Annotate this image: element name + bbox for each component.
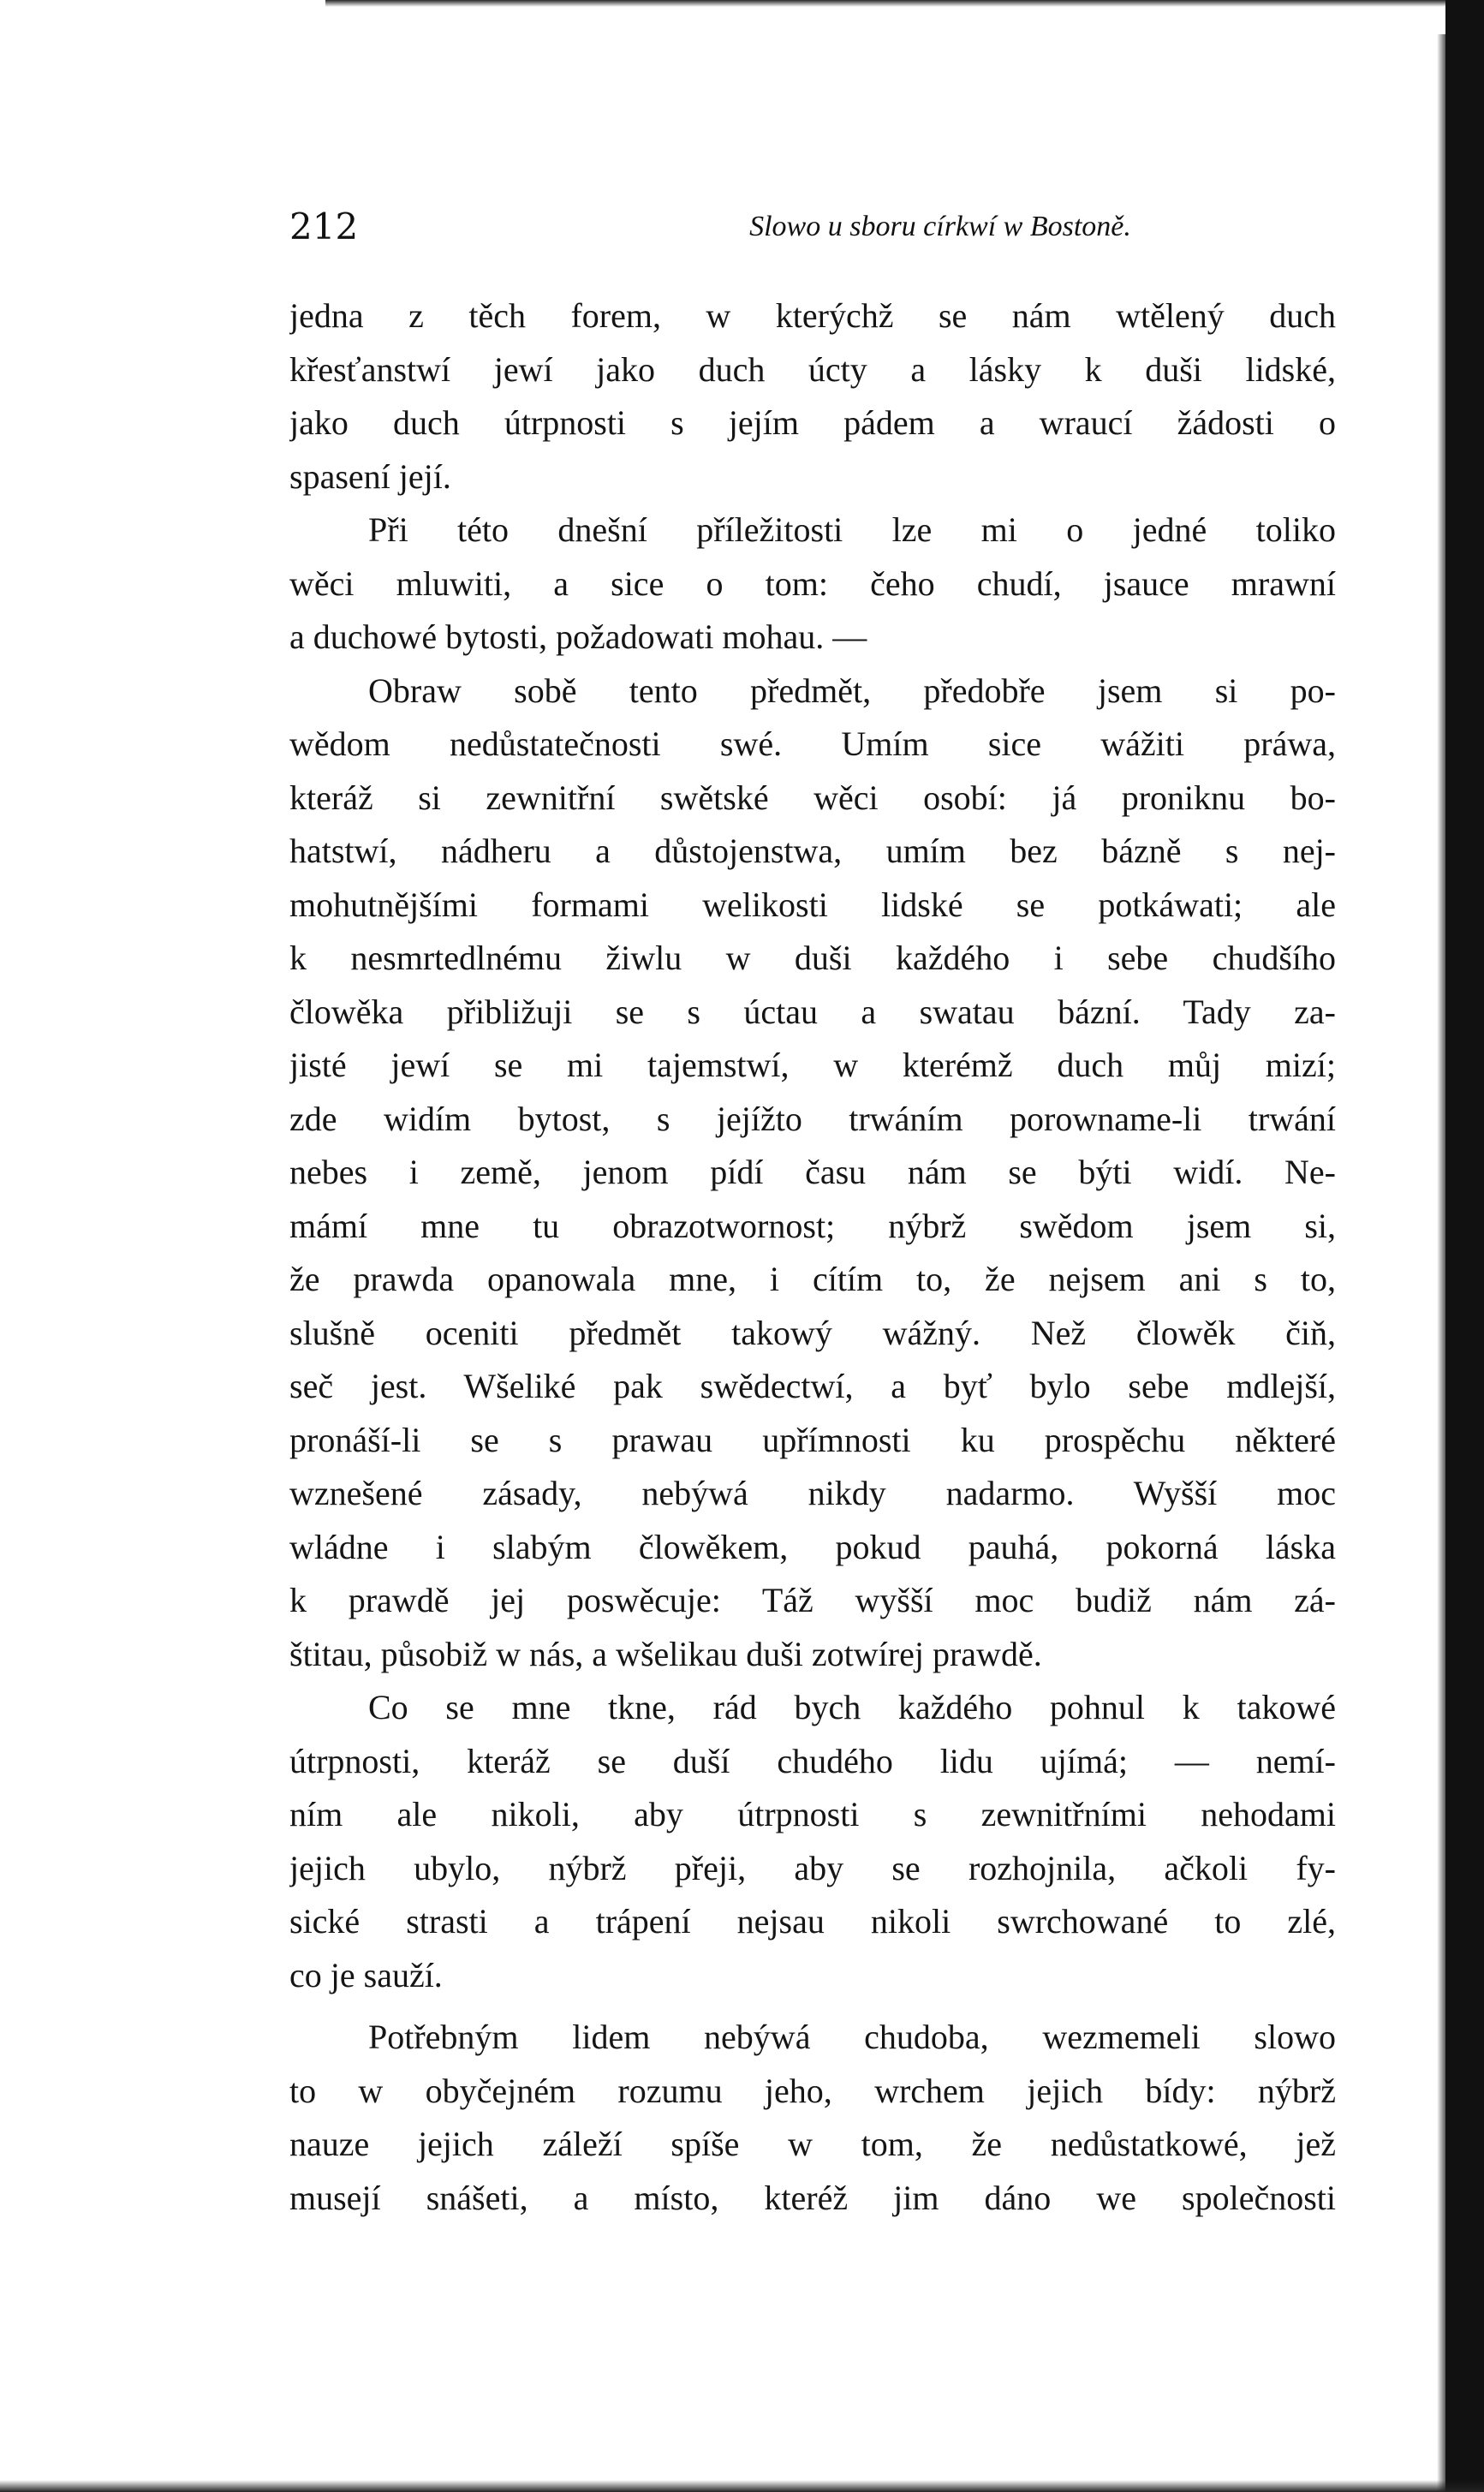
text-line: ním ale nikoli, aby útrpnosti s zewnitřními nehodami xyxy=(289,1795,1336,1833)
page-number: 212 xyxy=(289,206,359,247)
text-line: štitau, působiž w nás, a wšelikau duši zotwírej prawdě. xyxy=(289,1634,1042,1673)
text-line: wládne i slabým člowěkem, pokud pauhá, pokorná láska xyxy=(289,1527,1336,1566)
text-line: kteráž si zewnitřní swětské wěci osobí: já proniknu bo- xyxy=(289,778,1336,817)
text-line: pronáší-li se s prawau upřímnosti ku prospěchu některé xyxy=(289,1420,1336,1459)
paragraph xyxy=(289,504,1336,665)
text-line: Co se mne tkne, rád bych každého pohnul k takowé xyxy=(368,1688,1336,1726)
text-line: že prawda opanowala mne, i cítím to, že nejsem ani s to, xyxy=(289,1260,1336,1298)
paragraph xyxy=(289,2011,1336,2225)
text-line: k prawdě jej poswěcuje: Táž wyšší moc budiž nám zá- xyxy=(289,1581,1336,1619)
paragraph xyxy=(289,289,1336,504)
scan-edge-bottom xyxy=(0,2480,1484,2492)
text-line: nauze jejich záleží spíše w tom, že nedůstatkowé, jež xyxy=(289,2125,1336,2163)
text-line: musejí snášeti, a místo, kteréž jim dáno we společnosti xyxy=(289,2178,1336,2217)
text-line: Při této dnešní příležitosti lze mi o jedné toliko xyxy=(368,510,1336,549)
text-line: jisté jewí se mi tajemstwí, w kterémž duch můj mizí; xyxy=(289,1046,1336,1084)
running-head: Slowo u sboru církwí w Bostoně. xyxy=(749,211,1131,242)
text-line: wědom nedůstatečnosti swé. Umím sice wážiti práwa, xyxy=(289,724,1336,763)
paragraph xyxy=(289,665,1336,1682)
text-line: hatstwí, nádheru a důstojenstwa, umím bez bázně s nej- xyxy=(289,832,1336,870)
scan-edge-top xyxy=(325,0,1464,7)
body-text xyxy=(289,289,1336,2225)
text-line: Potřebným lidem nebýwá chudoba, wezmemeli slowo xyxy=(368,2018,1336,2056)
text-line: mohutnějšími formami welikosti lidské se potkáwati; ale xyxy=(289,885,1336,924)
text-line: slušně oceniti předmět takowý wážný. Než člowěk čiň, xyxy=(289,1313,1336,1352)
text-line: jejich ubylo, nýbrž přeji, aby se rozhojnila, ačkoli fy- xyxy=(289,1848,1336,1887)
text-line: a duchowé bytosti, požadowati mohau. — xyxy=(289,617,867,656)
paragraph-gap xyxy=(289,2002,1336,2011)
text-line: útrpnosti, kteráž se duší chudého lidu ujímá; — nemí- xyxy=(289,1741,1336,1780)
text-line: seč jest. Wšeliké pak swědectwí, a byť bylo sebe mdlejší, xyxy=(289,1367,1336,1405)
text-line: jako duch útrpnosti s jejím pádem a wraucí žádosti o xyxy=(289,403,1336,442)
text-line: k nesmrtedlnému žiwlu w duši každého i sebe chudšího xyxy=(289,939,1336,977)
text-line: sické strasti a trápení nejsau nikoli swrchowané to zlé, xyxy=(289,1902,1336,1941)
text-line: zde widím bytost, s jejížto trwáním porowname-li trwání xyxy=(289,1099,1336,1138)
scan-edge-right xyxy=(1445,0,1484,2492)
text-line: to w obyčejném rozumu jeho, wrchem jejich bídy: nýbrž xyxy=(289,2071,1336,2110)
text-line: nebes i země, jenom pídí času nám se býti widí. Ne- xyxy=(289,1153,1336,1191)
text-line: wěci mluwiti, a sice o tom: čeho chudí, jsauce mrawní xyxy=(289,563,1336,603)
text-line: křesťanstwí jewí jako duch úcty a lásky k duši lidské, xyxy=(289,349,1336,389)
paragraph xyxy=(289,1681,1336,2002)
text-line: mámí mne tu obrazotwornost; nýbrž swědom jsem si, xyxy=(289,1206,1336,1245)
text-line: člowěka přibližuji se s úctau a swatau bázní. Tady za- xyxy=(289,992,1336,1031)
text-line: spasení její. xyxy=(289,456,451,496)
text-line: Obraw sobě tento předmět, předobře jsem si po- xyxy=(368,671,1336,710)
text-line: co je sauží. xyxy=(289,1955,443,1994)
text-line: jedna z těch forem, w kterýchž se nám wtělený duch xyxy=(289,296,1336,335)
page-header xyxy=(289,206,1336,257)
text-line: wznešené zásady, nebýwá nikdy nadarmo. Wyšší moc xyxy=(289,1474,1336,1512)
